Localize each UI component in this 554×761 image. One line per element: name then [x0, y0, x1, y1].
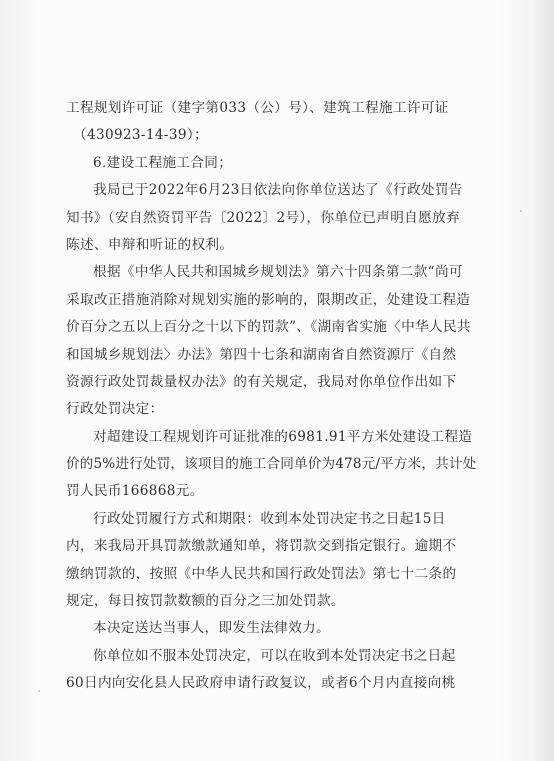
text-line: 60日内向安化县人民政府申请行政复议，或者6个月内直接向桃: [66, 675, 456, 692]
text-line: 工程规划许可证（建字第033（公）号）、建筑工程施工许可证: [66, 100, 449, 116]
text-line: 价的5%进行处罚，该项目的施工合同单价为478元/平方米，共计处: [66, 456, 477, 473]
text-line: 知书》（安自然资罚平告〔2022〕2号），你单位已声明自愿放弃: [66, 209, 460, 226]
text-line: 6.建设工程施工合同；: [93, 154, 233, 171]
text-line: （430923-14-39）；: [73, 127, 208, 144]
text-line: 你单位如不服本处罚决定，可以在收到本处罚决定书之日起: [93, 647, 456, 664]
text-line: 罚人民币166868元。: [66, 483, 204, 500]
scan-speck: [38, 690, 40, 692]
text-line: 本决定送达当事人，即发生法律效力。: [93, 620, 331, 637]
text-line: 内，来我局开具罚款缴款通知单，将罚款交到指定银行。逾期不: [66, 538, 457, 555]
text-line: 陈述、申辩和听证的权利。: [66, 236, 234, 253]
page-edge-shadow: [532, 0, 554, 761]
text-line: 行政处罚履行方式和期限：收到本处罚决定书之日起15日: [93, 510, 446, 527]
text-line: 和国城乡规划法〉办法》第四十七条和湖南省自然资源厅《自然: [66, 346, 457, 363]
text-line: 价百分之五以上百分之十以下的罚款”、《湖南省实施〈中华人民共: [66, 319, 471, 336]
text-line: 规定，每日按罚款数额的百分之三加处罚款。: [66, 593, 345, 610]
text-line: 对超建设工程规划许可证批准的6981.91平方米处建设工程造: [93, 428, 473, 445]
document-body: [66, 95, 478, 698]
text-line: 我局已于2022年6月23日依法向你单位送达了《行政处罚告: [93, 182, 463, 199]
scan-speck: [520, 210, 522, 212]
text-line: 行政处罚决定：: [66, 401, 164, 418]
text-line: 采取改正措施消除对规划实施的影响的，限期改正，处建设工程造: [66, 291, 471, 308]
text-line: 根据《中华人民共和国城乡规划法》第六十四条第二款“尚可: [93, 264, 463, 281]
text-line: 资源行政处罚裁量权办法》的有关规定，我局对你单位作出如下: [66, 373, 457, 390]
text-line: 缴纳罚款的，按照《中华人民共和国行政处罚法》第七十二条的: [66, 565, 457, 582]
